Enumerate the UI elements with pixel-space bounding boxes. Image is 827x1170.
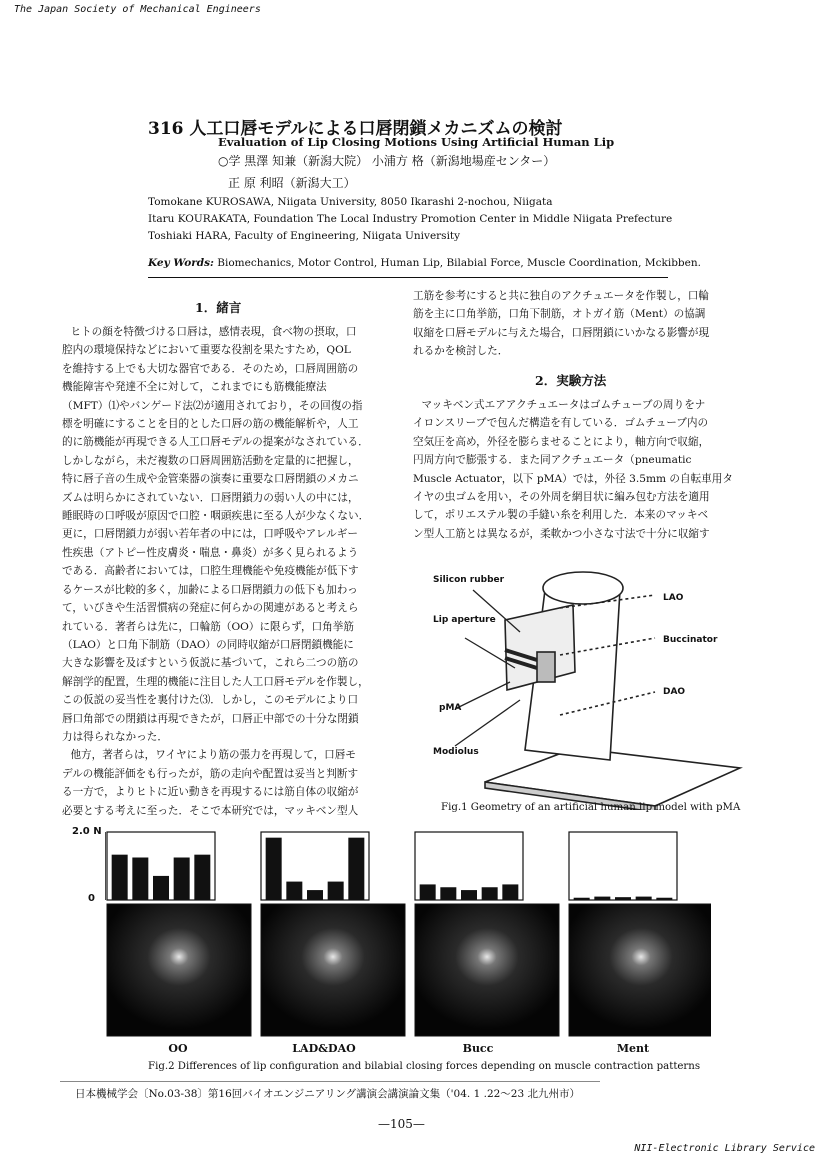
bar xyxy=(174,858,190,901)
text-line: である．高齢者においては，口腔生理機能や免疫機能が低下す xyxy=(62,565,359,578)
lip-photo xyxy=(261,904,405,1036)
label-modiolus: Modiolus xyxy=(433,747,479,757)
bar xyxy=(153,876,169,900)
affiliation-1: Tomokane KUROSAWA, Niigata University, 8050 Ikarashi 2-nochou, Niigata xyxy=(148,196,553,208)
bar xyxy=(112,855,128,900)
bar xyxy=(615,897,631,900)
bar xyxy=(348,838,364,900)
label-pma: pMA xyxy=(439,703,462,713)
bar xyxy=(420,884,436,900)
text-line: れるかを検討した． xyxy=(413,345,509,358)
label-lao: LAO xyxy=(663,593,684,603)
keywords-label: Key Words: xyxy=(148,257,214,269)
page-subtitle: Evaluation of Lip Closing Motions Using Artificial Human Lip xyxy=(218,135,615,149)
text-line: Muscle Actuator，以下 pMA）では，外径 3.5mm の自転車用タ xyxy=(413,472,733,485)
bar xyxy=(307,890,323,900)
text-line: 大きな影響を及ぼすという仮説に基づいて，これら二つの筋の xyxy=(62,657,359,670)
panel-label-lad-dao: LAD&DAO xyxy=(292,1042,356,1055)
section-2-heading: 2．実験方法 xyxy=(535,373,607,388)
library-footer: NII-Electronic Library Service xyxy=(634,1143,815,1154)
society-header: The Japan Society of Mechanical Engineers xyxy=(14,4,261,15)
figure-1-diagram xyxy=(425,560,745,810)
lip-photo xyxy=(569,904,711,1036)
bar xyxy=(328,882,344,900)
text-line: （LAO）と口角下制筋（DAO）の同時収縮が口唇閉鎖機能に xyxy=(62,638,354,651)
tube-top xyxy=(543,572,623,604)
text-line: 機能障害や発達不全に対して，これまでにも筋機能療法 xyxy=(62,381,327,394)
bar xyxy=(594,897,610,900)
text-line: ズムは明らかにされていない．口唇閉鎖力の弱い人の中には， xyxy=(62,491,359,504)
text-line: 筋を主に口角挙筋，口角下制筋，オトガイ筋（Ment）の協調 xyxy=(413,308,706,321)
bar xyxy=(482,887,498,900)
panel-label-bucc: Bucc xyxy=(462,1042,494,1055)
text-line: 力は得られなかった． xyxy=(62,730,168,743)
text-line: 解剖学的配置，生理的機能に注目した人工口唇モデルを作製し， xyxy=(62,675,369,688)
text-line: 腔内の環境保持などにおいて重要な役割を果たすため，QOL xyxy=(62,344,351,357)
section-1-body xyxy=(62,323,400,820)
section-1-continued xyxy=(413,287,753,361)
bar xyxy=(502,884,518,900)
text-line: 円周方向で膨張する．また同アクチュエータ（pneumatic xyxy=(413,454,692,467)
text-line: る一方で，よりヒトに近い動きを再現するには筋自体の収縮が xyxy=(62,786,359,799)
text-line: 工筋を参考にすると共に独自のアクチュエータを作製し，口輪 xyxy=(413,290,709,302)
label-dao: DAO xyxy=(663,687,686,697)
text-line: 他方，著者らは，ワイヤにより筋の張力を再現して，口唇モ xyxy=(70,749,356,762)
y-tick-top: 2.0 N xyxy=(72,826,102,837)
bar xyxy=(194,855,210,900)
text-line: この仮説の妥当性を裏付けた⑶．しかし，このモデルにより口 xyxy=(62,694,359,707)
text-line: 性疾患（アトピー性皮膚炎・喘息・鼻炎）が多く見られるよう xyxy=(62,546,359,559)
text-line: ン型人工筋とは異なるが，柔軟かつ小さな寸法で十分に収縮す xyxy=(413,527,710,540)
modiolus-block xyxy=(537,652,555,682)
panel-label-ment: Ment xyxy=(616,1042,650,1055)
section-1-heading: 1．緒言 xyxy=(195,300,242,315)
figure-2-caption: Fig.2 Differences of lip configuration and bilabial closing forces depending on muscle contraction patterns xyxy=(148,1061,701,1072)
text-line: れている．著者らは先に，口輪筋（OO）に限らず，口角挙筋 xyxy=(62,620,354,633)
y-tick-bottom: 0 xyxy=(88,893,95,904)
text-line: を維持する上でも大切な器官である．そのため，口唇周囲筋の xyxy=(62,362,359,375)
bar xyxy=(574,898,590,900)
bar xyxy=(636,897,652,900)
keywords-text: Biomechanics, Motor Control, Human Lip, Bilabial Force, Muscle Coordination, Mckibben. xyxy=(217,257,701,269)
bar xyxy=(656,898,672,900)
affiliation-3: Toshiaki HARA, Faculty of Engineering, Niigata University xyxy=(148,230,461,242)
lip-photo xyxy=(107,904,251,1036)
text-line: 空気圧を高め，外径を膨らませることにより，軸方向で収縮， xyxy=(413,435,710,448)
label-lip: Lip aperture xyxy=(433,615,496,625)
figure-1-caption: Fig.1 Geometry of an artificial human lip model with pMA xyxy=(441,802,741,813)
bar xyxy=(440,887,456,900)
text-line: 収縮を口唇モデルに与えた場合，口唇閉鎖にいかなる影響が現 xyxy=(413,326,710,339)
panel-label-oo: OO xyxy=(168,1042,188,1055)
authors-line-1: ○学 黒澤 知兼（新潟大院） 小浦方 格（新潟地場産センター） xyxy=(218,154,556,168)
text-line: イヤの虫ゴムを用い，その外周を網目状に編み包む方法を適用 xyxy=(413,491,710,504)
page-title: 316 人工口唇モデルによる口唇閉鎖メカニズムの検討 xyxy=(148,119,563,139)
bar-panel-frame xyxy=(569,832,677,900)
label-buccinator: Buccinator xyxy=(663,635,718,645)
text-line: イロンスリーブで包んだ構造を有している．ゴムチューブ内の xyxy=(413,417,709,430)
bar xyxy=(461,890,477,900)
text-line: 必要とする考えに至った．そこで本研究では，マッキベン型人 xyxy=(62,804,359,817)
text-line: しかしながら，未だ複数の口唇周囲筋活動を定量的に把握し， xyxy=(62,454,359,467)
text-line: 更に，口唇閉鎖力が弱い若年者の中には，口呼吸やアレルギー xyxy=(62,528,358,541)
bar xyxy=(286,882,302,900)
figure-2-chart xyxy=(105,830,711,1040)
text-line: 的に筋機能が再現できる人工口唇モデルの提案がなされている． xyxy=(62,436,369,449)
authors-line-2: 正 原 利昭（新潟大工） xyxy=(228,176,356,190)
footer-rule xyxy=(60,1081,600,1082)
text-line: 標を明確にすることを目的とした口唇の筋の機能解析や，人工 xyxy=(62,418,359,431)
label-silicon: Silicon rubber xyxy=(433,575,505,585)
text-line: るケースが比較的多く，加齢による口唇閉鎖力の低下も加わっ xyxy=(62,583,358,596)
text-line: て，いびきや生活習慣病の発症に何らかの関連があると考えら xyxy=(62,602,359,615)
base-plate xyxy=(485,748,740,806)
affiliation-2: Itaru KOURAKATA, Foundation The Local Industry Promotion Center in Middle Niigata Prefecture xyxy=(148,213,673,225)
page-number: —105— xyxy=(378,1117,425,1131)
text-line: デルの機能評価をも行ったが，筋の走向や配置は妥当と判断す xyxy=(62,767,359,780)
bar xyxy=(266,838,282,900)
lip-photo xyxy=(415,904,559,1036)
bar xyxy=(132,858,148,901)
keywords xyxy=(148,257,701,269)
text-line: 睡眠時の口呼吸が原因で口腔・咽頭疾患に至る人が少なくない． xyxy=(62,510,370,523)
text-line: 特に唇子音の生成や金管楽器の演奏に重要な口唇閉鎖のメカニ xyxy=(62,473,359,486)
text-line: ヒトの顔を特徴づける口唇は，感情表現，食べ物の摂取，口 xyxy=(70,326,357,338)
text-line: して，ポリエステル製の手縫い糸を利用した．本来のマッキベ xyxy=(413,509,709,522)
text-line: （MFT）⑴やバンゲード法⑵が適用されており，その回復の指 xyxy=(62,399,363,412)
proceedings-line: 日本機械学会〔No.03-38〕第16回バイオエンジニアリング講演会講演論文集（'04. 1 .22～23 北九州市） xyxy=(75,1088,581,1100)
text-line: マッキベン式エアアクチュエータはゴムチューブの周りをナ xyxy=(421,399,706,411)
section-2-body xyxy=(413,396,753,543)
divider xyxy=(148,277,668,278)
text-line: 唇口角部での閉鎖は再現できたが，口唇正中部での十分な閉鎖 xyxy=(62,712,359,725)
